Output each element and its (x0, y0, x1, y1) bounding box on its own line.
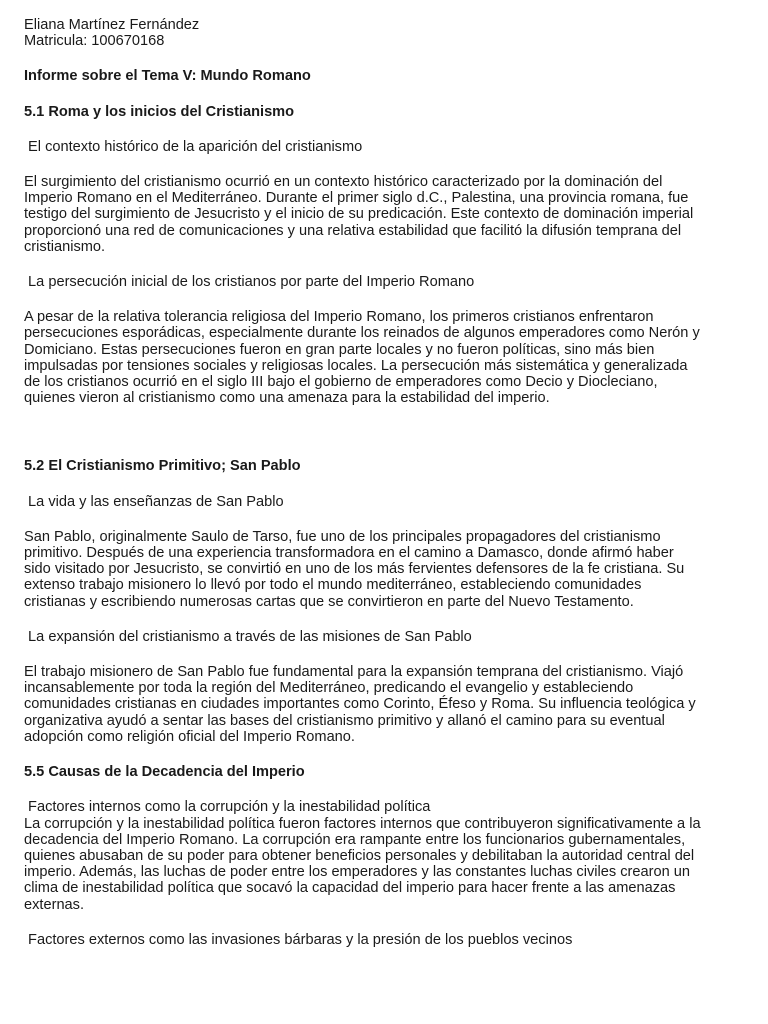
document-title: Informe sobre el Tema V: Mundo Romano (24, 68, 311, 85)
paragraph-line: sido visitado por Jesucristo, se convirtió en uno de los más fervientes defensores de la fe cristiana. Su (24, 561, 685, 578)
subheading: La expansión del cristianismo a través de las misiones de San Pablo (24, 628, 472, 645)
subheading: Factores internos como la corrupción y la inestabilidad política (24, 799, 431, 816)
paragraph (24, 309, 744, 406)
subheading: El contexto histórico de la aparición del cristianismo (24, 138, 363, 155)
paragraph-line: quienes vieron al cristianismo como una amenaza para la estabilidad del imperio. (24, 390, 550, 407)
subheading: La vida y las enseñanzas de San Pablo (24, 493, 284, 510)
paragraph-line: quienes abusaban de su poder para obtener beneficios personales y debilitaban la autoridad central del (24, 847, 695, 864)
paragraph-line: testigo del surgimiento de Jesucristo y el inicio de su predicación. Este contexto de dominación imperial (24, 206, 694, 223)
matricula: Matricula: 100670168 (24, 33, 165, 50)
paragraph-line: impulsadas por tensiones sociales y religiosas locales. La persecución más sistemática y generalizada (24, 357, 688, 374)
subheading: La persecución inicial de los cristianos por parte del Imperio Romano (24, 274, 475, 291)
paragraph-line: Imperio Romano en el Mediterráneo. Durante el primer siglo d.C., Palestina, una provincia romana, fue (24, 190, 689, 207)
section-heading-5-1: 5.1 Roma y los inicios del Cristianismo (24, 103, 295, 120)
paragraph-line: comunidades cristianas en ciudades importantes como Corinto, Éfeso y Roma. Su influencia teológica y (24, 696, 696, 713)
paragraph-line: adopción como religión oficial del Imperio Romano. (24, 728, 355, 745)
document-page (24, 17, 744, 948)
paragraph-line: El surgimiento del cristianismo ocurrió en un contexto histórico caracterizado por la dominación del (24, 174, 663, 191)
section-heading-5-5: 5.5 Causas de la Decadencia del Imperio (24, 764, 305, 781)
paragraph-line: cristianas y escribiendo numerosas cartas que se convirtieron en parte del Nuevo Testamento. (24, 593, 634, 610)
paragraph-line: El trabajo misionero de San Pablo fue fundamental para la expansión temprana del cristianismo. Viajó (24, 664, 684, 681)
paragraph-line: primitivo. Después de una experiencia transformadora en el camino a Damasco, donde afirmó haber (24, 545, 674, 562)
paragraph-line: decadencia del Imperio Romano. La corrupción era rampante entre los funcionarios gubernamentales, (24, 831, 686, 848)
paragraph-line: cristianismo. (24, 238, 106, 255)
paragraph-line: organizativa ayudó a sentar las bases del cristianismo primitivo y allanó el camino para su eventual (24, 712, 665, 729)
paragraph-line: de los cristianos ocurrió en el siglo III bajo el gobierno de emperadores como Decio y Diocleciano, (24, 374, 658, 391)
paragraph-line: San Pablo, originalmente Saulo de Tarso, fue uno de los principales propagadores del cristianismo (24, 528, 661, 545)
paragraph-line: clima de inestabilidad política que socavó la capacidad del imperio para hacer frente a las amenazas (24, 880, 676, 897)
paragraph-line: imperio. Además, las luchas de poder entre los emperadores y las constantes luchas civiles crearon un (24, 864, 690, 881)
section-heading-5-2: 5.2 El Cristianismo Primitivo; San Pablo (24, 458, 301, 475)
paragraph-line: persecuciones esporádicas, especialmente durante los reinados de algunos emperadores como Nerón y (24, 325, 700, 342)
paragraph-line: incansablemente por toda la región del Mediterráneo, predicando el evangelio y estableciendo (24, 680, 634, 697)
paragraph-line: externas. (24, 896, 85, 913)
paragraph-line: A pesar de la relativa tolerancia religiosa del Imperio Romano, los primeros cristianos enfrentaron (24, 309, 654, 326)
paragraph (24, 174, 744, 255)
paragraph (24, 664, 744, 745)
paragraph-line: proporcionó una red de comunicaciones y una relativa estabilidad que facilitó la difusión temprana del (24, 222, 682, 239)
paragraph (24, 529, 744, 610)
paragraph (24, 816, 744, 913)
subheading: Factores externos como las invasiones bárbaras y la presión de los pueblos vecinos (24, 931, 573, 948)
author-name: Eliana Martínez Fernández (24, 17, 200, 33)
paragraph-line: La corrupción y la inestabilidad política fueron factores internos que contribuyeron significativamente a la (24, 815, 701, 832)
paragraph-line: extenso trabajo misionero lo llevó por todo el mundo mediterráneo, estableciendo comunidades (24, 577, 642, 594)
paragraph-line: Domiciano. Estas persecuciones fueron en gran parte locales y no fueron políticas, sino más bien (24, 341, 655, 358)
